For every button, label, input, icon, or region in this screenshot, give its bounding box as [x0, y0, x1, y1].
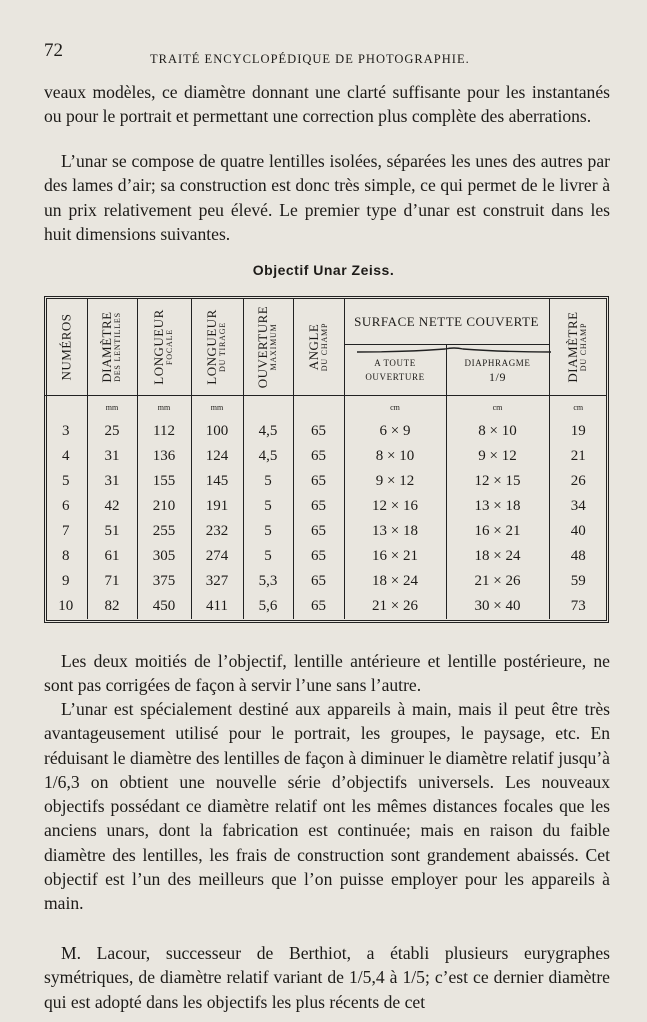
table-cell: cm	[344, 396, 446, 419]
table-cell: 12 × 16	[344, 494, 446, 519]
table-row	[45, 444, 607, 469]
table-cell: 16 × 21	[344, 544, 446, 569]
table-cell: cm	[446, 396, 549, 419]
table-cell: 9	[45, 569, 87, 594]
table-cell: 21	[570, 447, 586, 464]
paragraph-5: M. Lacour, successeur de Berthiot, a établi plusieurs eurygraphes symétriques, de diamètre relatif variant de 1/5,4 à 1/5; c’est ce dernier diamètre qui est adopté dans les objectifs les plus récents de cet	[44, 943, 610, 1012]
running-head	[44, 40, 611, 64]
header-longueur-tirage: LONGUEUR DU TIRAGE	[191, 299, 243, 396]
table-cell: 210	[137, 494, 191, 519]
header-ouverture: OUVERTURE MAXIMUM	[243, 299, 293, 396]
table-cell: 274	[191, 544, 243, 569]
table-cell: 71	[87, 569, 137, 594]
header-a-toute-ouverture: A TOUTE OUVERTURE	[344, 345, 446, 396]
running-title: TRAITÉ ENCYCLOPÉDIQUE DE PHOTOGRAPHIE.	[150, 52, 470, 66]
table-cell: 8 × 10	[446, 419, 549, 444]
header-diametre-champ: DIAMÈTRE DU CHAMP	[549, 299, 607, 396]
table-cell: 6	[45, 494, 87, 519]
table-cell: 4,5	[243, 444, 293, 469]
table-cell: 124	[191, 444, 243, 469]
table-cell: 305	[137, 544, 191, 569]
header-brace-rule	[355, 346, 553, 356]
table-cell: 191	[191, 494, 243, 519]
paragraph-4: L’unar est spécialement destiné aux appareils à main, mais il peut être très avantageusement utilisé pour le portrait, les groupes, le paysage, etc. En réduisant le diamètre des lentilles de façon à diminuer le diamètre relatif jusqu’à 1/6,3 on obtient une nouvelle série d’objectifs universels. Les nouveaux objectifs possédant ce diamètre relatif ont les mêmes distances focales que les anciens unars, dont la fabrication est continuée; mais en raison du faible diamètre des lentilles, les frais de construction sont grandement abaissés. Cet objectif est l’un des meilleurs que l’on puisse employer pour les appareils à main.	[44, 699, 610, 914]
table-cell: 31	[87, 469, 137, 494]
table-cell: 8 × 10	[344, 444, 446, 469]
table-cell: 51	[87, 519, 137, 544]
table-cell: 65	[293, 519, 344, 544]
table-cell: 327	[191, 569, 243, 594]
table-cell: 65	[293, 569, 344, 594]
table-cell: mm	[137, 396, 191, 419]
table-cell: 5,6	[243, 594, 293, 619]
table-cell: 61	[87, 544, 137, 569]
table-cell: 18 × 24	[344, 569, 446, 594]
table-cell: 12 × 15	[446, 469, 549, 494]
table-cell: 5,3	[243, 569, 293, 594]
table-row	[45, 469, 607, 494]
table-row	[45, 544, 607, 569]
table-cell: 5	[243, 519, 293, 544]
header-diametre: DIAMÈTRE DES LENTILLES	[87, 299, 137, 396]
table-cell: 16 × 21	[446, 519, 549, 544]
header-surface: SURFACE NETTE COUVERTE	[344, 299, 549, 345]
header-diaphragme: DIAPHRAGME 1/9	[446, 345, 549, 396]
table-cell: 19	[570, 422, 586, 439]
table-cell: 145	[191, 469, 243, 494]
table-cell: 100	[191, 419, 243, 444]
table-cell: 10	[45, 594, 87, 619]
table-cell: mm	[87, 396, 137, 419]
table-cell: 13 × 18	[446, 494, 549, 519]
table-cell: 3	[45, 419, 87, 444]
table-cell: 112	[137, 419, 191, 444]
units-row	[45, 396, 607, 419]
table-cell: 232	[191, 519, 243, 544]
table-cell: mm	[191, 396, 243, 419]
table-cell: 65	[293, 494, 344, 519]
table-cell: 26	[570, 472, 586, 489]
table-cell: 7	[45, 519, 87, 544]
table-cell: 82	[87, 594, 137, 619]
table-title: Objectif Unar Zeiss.	[252, 262, 395, 278]
table-row	[45, 494, 607, 519]
table-cell: 8	[45, 544, 87, 569]
table-cell: 4,5	[243, 419, 293, 444]
table-cell: 65	[293, 444, 344, 469]
table-cell	[45, 396, 87, 419]
table-cell: 5	[243, 469, 293, 494]
table-cell	[293, 396, 344, 419]
table-row	[45, 569, 607, 594]
table-cell: 48	[570, 547, 586, 564]
table-cell: 255	[137, 519, 191, 544]
header-longueur-focale: LONGUEUR FOCALE	[137, 299, 191, 396]
page-number: 72	[44, 40, 63, 61]
table-cell: 411	[191, 594, 243, 619]
paragraph-3: Les deux moitiés de l’objectif, lentille antérieure et lentille postérieure, ne sont pas corrigées de façon à servir l’une sans l’autre.	[44, 651, 610, 696]
table-row	[45, 594, 607, 619]
table-cell: 5	[243, 494, 293, 519]
table-cell: 375	[137, 569, 191, 594]
table-row	[45, 419, 607, 444]
table-cell: 155	[137, 469, 191, 494]
table-cell: 9 × 12	[446, 444, 549, 469]
table-cell: 13 × 18	[344, 519, 446, 544]
table-cell: 9 × 12	[344, 469, 446, 494]
table-cell: 34	[570, 497, 586, 514]
table-cell: 31	[87, 444, 137, 469]
table-cell: 30 × 40	[446, 594, 549, 619]
table-cell: 136	[137, 444, 191, 469]
table-cell: 65	[293, 594, 344, 619]
paragraph-2: L’unar se compose de quatre lentilles isolées, séparées les unes des autres par des lames d’air; sa construction est donc très simple, ce qui permet de le livrer à un prix relativement peu élevé. Le premier type d’unar est construit dans les huit dimensions suivantes.	[44, 151, 610, 244]
table-cell: 40	[570, 522, 586, 539]
table-cell: 4	[45, 444, 87, 469]
table-cell: 6 × 9	[344, 419, 446, 444]
table-cell: 73	[570, 597, 586, 614]
header-angle: ANGLE DU CHAMP	[293, 299, 344, 396]
table-cell: 65	[293, 419, 344, 444]
table-cell: 21 × 26	[446, 569, 549, 594]
table-cell: 65	[293, 544, 344, 569]
table-cell: 450	[137, 594, 191, 619]
table-cell: 42	[87, 494, 137, 519]
table-cell: 65	[293, 469, 344, 494]
table-cell: cm	[573, 402, 584, 412]
table-row	[45, 519, 607, 544]
table-cell: 21 × 26	[344, 594, 446, 619]
table-cell: 5	[243, 544, 293, 569]
paragraph-1: veaux modèles, ce diamètre donnant une clarté suffisante pour les instantanés ou pour le portrait et permettant une correction plus complète des aberrations.	[44, 82, 610, 127]
table-cell: 5	[45, 469, 87, 494]
table-cell	[243, 396, 293, 419]
table-cell: 25	[87, 419, 137, 444]
header-numeros: NUMÉROS	[45, 299, 87, 396]
table-cell: 18 × 24	[446, 544, 549, 569]
table-cell: 59	[570, 572, 586, 589]
